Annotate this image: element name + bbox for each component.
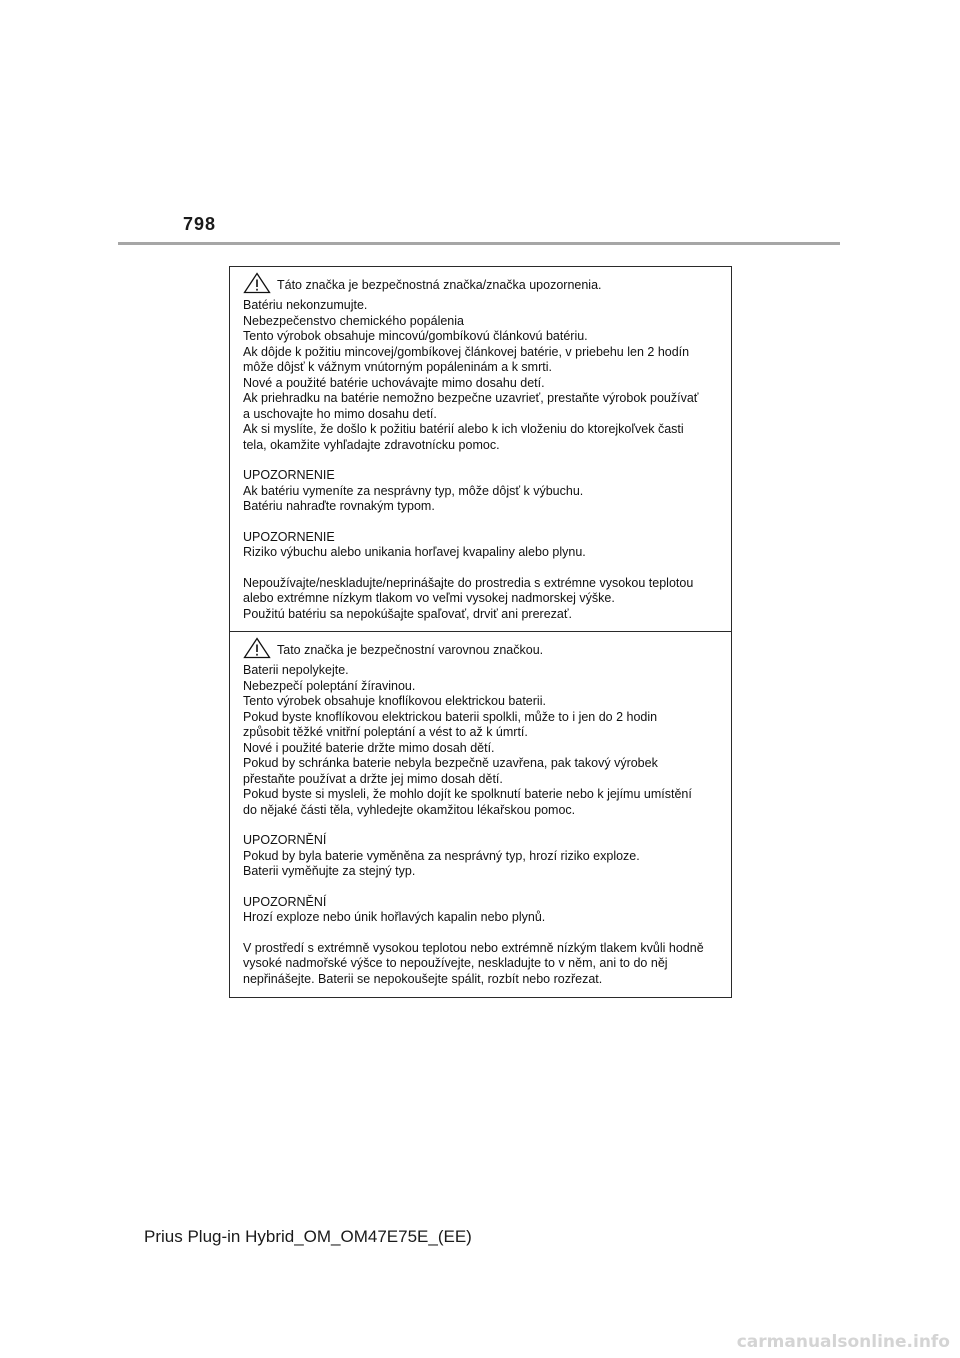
text-line: a uschovajte ho mimo dosahu detí.: [243, 406, 437, 421]
paragraph: [243, 576, 721, 623]
text-line: způsobit těžké vnitřní poleptání a vést to až k úmrtí.: [243, 725, 528, 739]
text-line: UPOZORNENIE: [243, 529, 335, 544]
text-line: nepřinášejte. Baterii se nepokoušejte spálit, rozbít nebo rozřezat.: [243, 971, 603, 986]
battery-warning-box: [229, 266, 732, 998]
text-line: V prostředí s extrémně vysokou teplotou nebo extrémně nízkým tlakem kvůli hodně: [243, 940, 704, 955]
text-line: UPOZORNĚNÍ: [243, 833, 327, 847]
text-line: vysoké nadmořské výšce to nepoužívejte, neskladujte to v něm, ani to do něj: [243, 956, 668, 970]
text-line: Batériu nahraďte rovnakým typom.: [243, 499, 435, 513]
text-line: Ak priehradku na batérie nemožno bezpečne uzavrieť, prestaňte výrobok používať: [243, 391, 699, 405]
paragraph: [243, 663, 721, 818]
warning-section-slovak: [230, 267, 731, 631]
watermark: carmanualsonline.info: [736, 1332, 950, 1352]
paragraph: [243, 895, 721, 926]
symbol-row: [243, 637, 721, 663]
text-line: Riziko výbuchu alebo unikania horľavej kvapaliny alebo plynu.: [243, 545, 586, 559]
paragraph: [243, 833, 721, 880]
text-line: Pokud by byla baterie vyměněna za nesprávný typ, hrozí riziko exploze.: [243, 848, 640, 863]
paragraph: [243, 530, 721, 561]
header-rule: [118, 242, 840, 245]
warning-section-czech: [230, 631, 731, 997]
page-number: 798: [183, 214, 217, 234]
text-line: UPOZORNĚNÍ: [243, 894, 327, 909]
text-line: UPOZORNENIE: [243, 468, 335, 482]
footer-manual-code: Prius Plug-in Hybrid_OM_OM47E75E_(EE): [144, 1227, 472, 1246]
text-line: přestaňte používat a držte jej mimo dosah dětí.: [243, 771, 503, 786]
text-line: Nebezpečenstvo chemického popálenia: [243, 313, 464, 328]
text-line: Ak si myslíte, že došlo k požitiu batérií alebo k ich vloženiu do ktorejkoľvek časti: [243, 422, 684, 436]
text-line: Pokud by schránka baterie nebyla bezpečně uzavřena, pak takový výrobek: [243, 756, 658, 770]
paragraph: [243, 941, 721, 988]
warning-triangle-icon: [243, 272, 271, 294]
text-line: Baterii vyměňujte za stejný typ.: [243, 864, 416, 878]
text-line: môže dôjsť k vážnym vnútorným popáleninám a k smrti.: [243, 360, 552, 374]
text-line: tela, okamžite vyhľadajte zdravotnícku pomoc.: [243, 437, 500, 452]
paragraph: [243, 468, 721, 515]
text-line: Použitú batériu sa nepokúšajte spaľovať, drviť ani prerezať.: [243, 606, 573, 621]
text-line: Hrozí exploze nebo únik hořlavých kapalin nebo plynů.: [243, 910, 546, 924]
text-line: do nějaké části těla, vyhledejte okamžitou lékařskou pomoc.: [243, 802, 576, 817]
symbol-row: [243, 272, 721, 298]
text-line: Batériu nekonzumujte.: [243, 298, 368, 312]
text-line: Nepoužívajte/neskladujte/neprinášajte do prostredia s extrémne vysokou teplotou: [243, 575, 694, 590]
text-line: Pokud byste si mysleli, že mohlo dojít ke spolknutí baterie nebo k jejímu umístění: [243, 787, 692, 801]
text-line: Nebezpečí poleptání žíravinou.: [243, 678, 416, 693]
text-line: Baterii nepolykejte.: [243, 663, 349, 677]
symbol-description: Táto značka je bezpečnostná značka/značka upozornenia.: [277, 278, 602, 292]
text-line: Ak batériu vymeníte za nesprávny typ, môže dôjsť k výbuchu.: [243, 483, 584, 498]
warning-triangle-icon: [243, 637, 271, 659]
symbol-description: Tato značka je bezpečnostní varovnou značkou.: [277, 643, 544, 657]
text-line: alebo extrémne nízkym tlakom vo veľmi vysokej nadmorskej výške.: [243, 591, 615, 605]
text-line: Tento výrobok obsahuje mincovú/gombíkovú článkovú batériu.: [243, 329, 588, 343]
text-line: Nové a použité batérie uchovávajte mimo dosahu detí.: [243, 375, 545, 390]
text-line: Ak dôjde k požitiu mincovej/gombíkovej článkovej batérie, v priebehu len 2 hodín: [243, 344, 690, 359]
text-line: Nové i použité baterie držte mimo dosah dětí.: [243, 740, 495, 755]
text-line: Pokud byste knoflíkovou elektrickou baterii spolkli, může to i jen do 2 hodin: [243, 709, 658, 724]
text-line: Tento výrobek obsahuje knoflíkovou elektrickou baterii.: [243, 694, 546, 708]
paragraph: [243, 298, 721, 453]
